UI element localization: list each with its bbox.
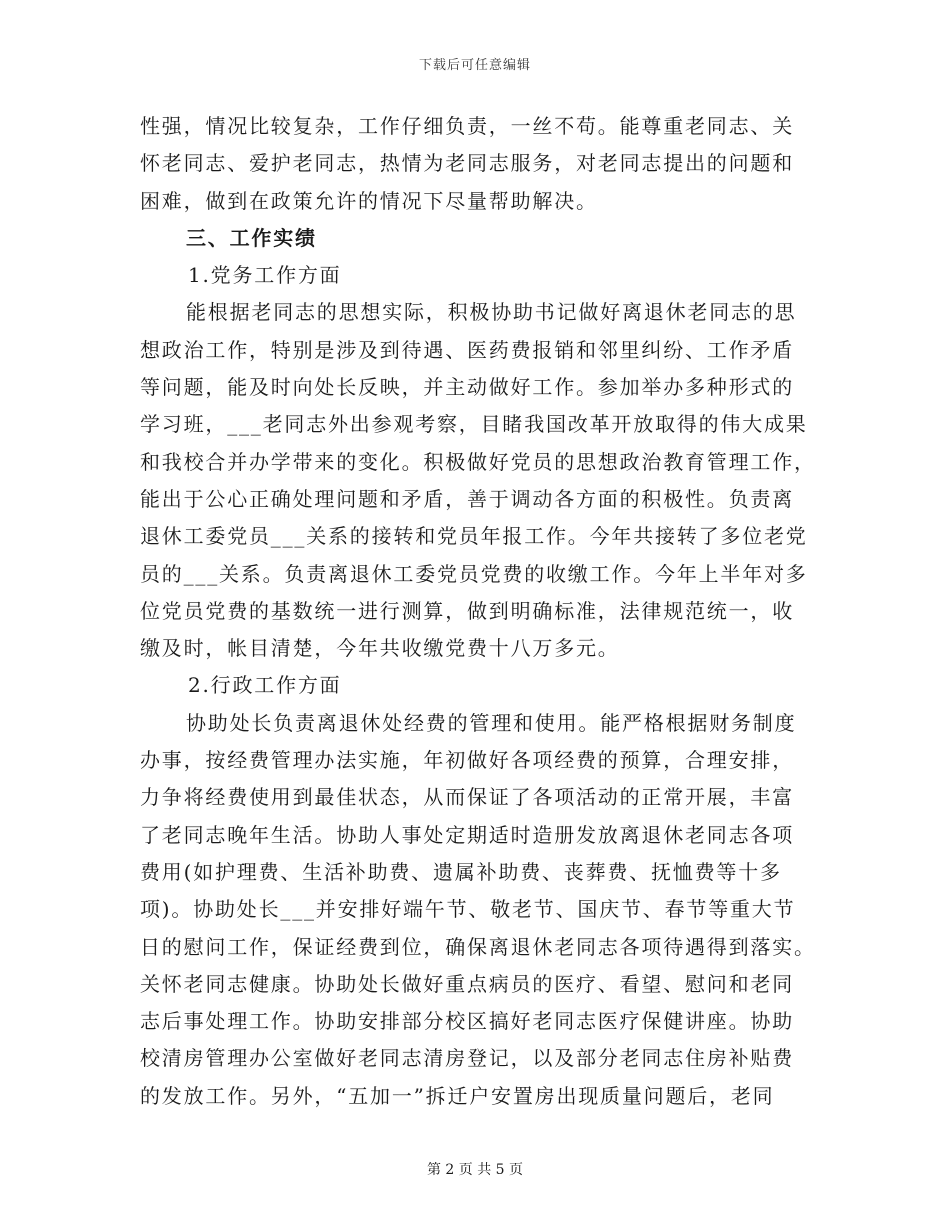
body-line: 校清房管理办公室做好老同志清房登记，以及部分老同志住房补贴费: [140, 1046, 794, 1071]
body-line: 日的慰问工作，保证经费到位，确保离退休老同志各项待遇得到落实。: [140, 934, 816, 959]
body-line: 项)。协助处长___并安排好端午节、敬老节、国庆节、春节等重大节: [140, 897, 796, 922]
body-line: 缴及时，帐目清楚，今年共收缴党费十八万多元。: [140, 636, 620, 661]
body-line: 学习班，___老同志外出参观考察，目睹我国改革开放取得的伟大成果: [140, 412, 808, 437]
body-line: 等问题，能及时向处长反映，并主动做好工作。参加举办多种形式的: [140, 375, 794, 400]
body-line: 协助处长负责离退休处经费的管理和使用。能严格根据财务制度: [186, 710, 797, 735]
body-line: 能根据老同志的思想实际，积极协助书记做好离退休老同志的思: [186, 300, 797, 325]
body-line: 费用(如护理费、生活补助费、遗属补助费、丧葬费、抚恤费等十多: [140, 859, 782, 884]
body-line: 员的___关系。负责离退休工委党员党费的收缴工作。今年上半年对多: [140, 561, 808, 586]
body-line: 了老同志晚年生活。协助人事处定期适时造册发放离退休老同志各项: [140, 822, 794, 847]
body-line: 力争将经费使用到最佳状态，从而保证了各项活动的正常开展，丰富: [140, 785, 794, 810]
body-line: 性强，情况比较复杂，工作仔细负责，一丝不苟。能尊重老同志、关: [140, 114, 794, 138]
subsection-heading: 1.党务工作方面: [188, 263, 342, 288]
body-line: 能出于公心正确处理问题和矛盾，善于调动各方面的积极性。负责离: [140, 486, 794, 511]
body-line: 志后事处理工作。协助安排部分校区搞好老同志医疗保健讲座。协助: [140, 1009, 794, 1034]
body-line: 和我校合并办学带来的变化。积极做好党员的思想政治教育管理工作，: [140, 449, 816, 474]
subsection-heading: 2.行政工作方面: [188, 673, 342, 698]
body-line: 关怀老同志健康。协助处长做好重点病员的医疗、看望、慰问和老同: [140, 971, 794, 996]
body-line: 怀老同志、爱护老同志，热情为老同志服务，对老同志提出的问题和: [140, 151, 794, 176]
body-line: 想政治工作，特别是涉及到待遇、医药费报销和邻里纠纷、工作矛盾: [140, 337, 794, 362]
page-header: 下载后可任意编辑: [418, 58, 531, 73]
document-body: [140, 108, 820, 1115]
body-line: 困难，做到在政策允许的情况下尽量帮助解决。: [140, 188, 598, 213]
section-heading: 三、工作实绩: [186, 225, 317, 250]
body-line: 位党员党费的基数统一进行测算，做到明确标准，法律规范统一，收: [140, 598, 794, 623]
body-line: 退休工委党员___关系的接转和党员年报工作。今年共接转了多位老党: [140, 524, 808, 549]
body-line: 的发放工作。另外，“五加一”拆迁户安置房出现质量问题后，老同: [140, 1083, 775, 1108]
page-number: 第 2 页 共 5 页: [426, 1162, 524, 1178]
body-line: 办事，按经费管理办法实施，年初做好各项经费的预算，合理安排，: [140, 748, 794, 773]
